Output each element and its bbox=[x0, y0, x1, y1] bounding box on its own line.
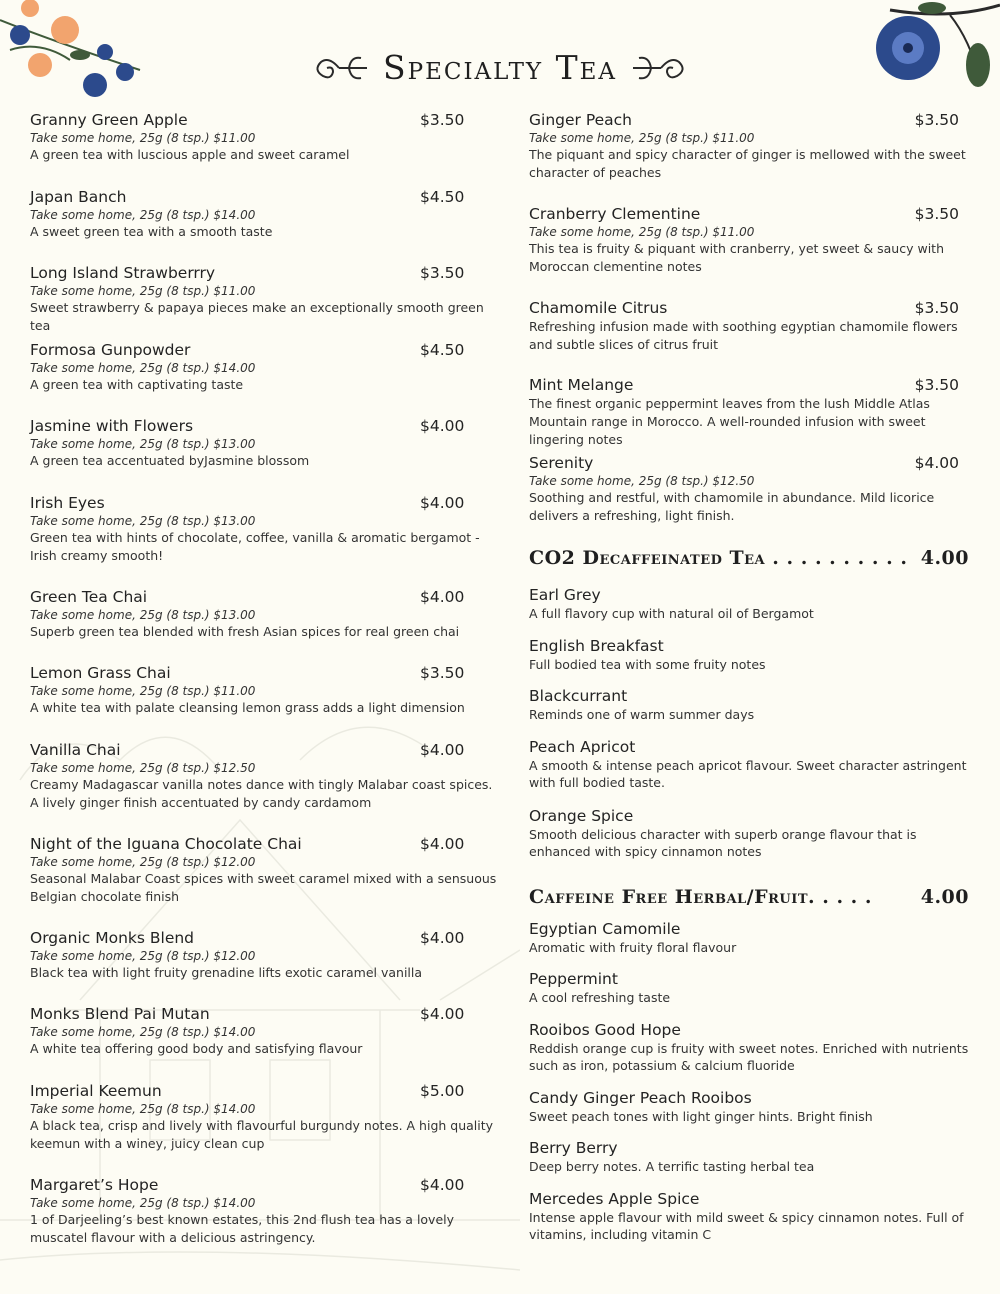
item-price: $4.00 bbox=[420, 1005, 465, 1023]
item-name: Mercedes Apple Spice bbox=[529, 1189, 700, 1208]
menu-item bbox=[30, 110, 500, 187]
item-desc: Reddish orange cup is fruity with sweet notes. Enriched with nutrients such as iron, potassium & calcium fluoride bbox=[529, 1040, 969, 1073]
list-item bbox=[529, 969, 969, 1020]
item-takehome: Take some home, 25g (8 tsp.) $11.00 bbox=[30, 131, 256, 145]
item-name: Organic Monks Blend bbox=[30, 928, 195, 947]
list-item bbox=[529, 1138, 969, 1189]
item-name: Peppermint bbox=[529, 970, 618, 988]
menu-item bbox=[30, 1004, 500, 1081]
menu-item bbox=[30, 1081, 500, 1175]
item-desc: A green tea accentuated byJasmine blossom bbox=[30, 453, 310, 468]
menu-item bbox=[30, 834, 500, 928]
item-takehome: Take some home, 25g (8 tsp.) $11.00 bbox=[529, 225, 755, 239]
list-item bbox=[529, 1189, 969, 1249]
item-desc: Full bodied tea with some fruity notes bbox=[529, 656, 766, 672]
item-desc: The piquant and spicy character of ginger is mellowed with the sweet character of peaches bbox=[529, 147, 966, 180]
menu-item bbox=[529, 204, 969, 298]
list-item bbox=[529, 919, 969, 970]
item-takehome: Take some home, 25g (8 tsp.) $12.00 bbox=[30, 948, 256, 963]
item-takehome: Take some home, 25g (8 tsp.) $13.00 bbox=[30, 437, 256, 451]
item-desc: A cool refreshing taste bbox=[529, 990, 671, 1005]
item-desc: A green tea with captivating taste bbox=[30, 376, 244, 392]
item-price: $3.50 bbox=[914, 299, 959, 317]
list-item bbox=[529, 1088, 969, 1139]
item-desc: Seasonal Malabar Coast spices with sweet caramel mixed with a sensuous Belgian chocolate finish bbox=[30, 870, 497, 904]
herbal-price: 4.00 bbox=[920, 885, 969, 908]
list-item bbox=[529, 737, 969, 806]
item-name: Peach Apricot bbox=[529, 737, 636, 756]
item-name: Monks Blend Pai Mutan bbox=[30, 1005, 210, 1023]
item-name: Night of the Iguana Chocolate Chai bbox=[30, 834, 302, 853]
item-desc: Reminds one of warm summer days bbox=[529, 707, 755, 722]
item-desc: This tea is fruity & piquant with cranberry, yet sweet & saucy with Moroccan clementine notes bbox=[529, 241, 944, 274]
item-takehome: Take some home, 25g (8 tsp.) $14.00 bbox=[30, 1195, 256, 1210]
item-desc: Refreshing infusion made with soothing egyptian chamomile flowers and subtle slices of citrus fruit bbox=[529, 319, 958, 352]
item-desc: Creamy Madagascar vanilla notes dance with tingly Malabar coast spices. A lively ginger finish accentuated by candy cardamom bbox=[30, 776, 493, 810]
menu-item bbox=[529, 298, 969, 375]
item-takehome: Take some home, 25g (8 tsp.) $14.00 bbox=[30, 207, 256, 222]
item-price: $3.50 bbox=[914, 111, 959, 129]
menu-item bbox=[529, 453, 969, 547]
item-desc: Sweet strawberry & papaya pieces make an exceptionally smooth green tea bbox=[30, 300, 484, 333]
item-takehome: Take some home, 25g (8 tsp.) $11.00 bbox=[30, 284, 256, 298]
menu-item bbox=[30, 416, 500, 493]
item-takehome: Take some home, 25g (8 tsp.) $12.50 bbox=[30, 760, 256, 775]
item-desc: Smooth delicious character with superb orange flavour that is enhanced with spicy cinnamon notes bbox=[529, 826, 917, 859]
item-name: Chamomile Citrus bbox=[529, 299, 668, 317]
item-name: Serenity bbox=[529, 454, 594, 472]
item-price: $4.00 bbox=[420, 417, 465, 435]
menu-item bbox=[30, 587, 500, 664]
right-column bbox=[529, 110, 969, 1249]
item-desc: Deep berry notes. A terrific tasting herbal tea bbox=[529, 1159, 815, 1174]
item-price: $3.50 bbox=[914, 205, 959, 223]
item-desc: The finest organic peppermint leaves from the lush Middle Atlas Mountain range in Morocco. A well-rounded infusion with sweet lingering notes bbox=[529, 396, 930, 447]
menu-item bbox=[30, 340, 500, 417]
item-takehome: Take some home, 25g (8 tsp.) $12.00 bbox=[30, 854, 256, 869]
item-takehome: Take some home, 25g (8 tsp.) $14.00 bbox=[30, 1101, 256, 1116]
item-name: Mint Melange bbox=[529, 376, 634, 394]
item-desc: Soothing and restful, with chamomile in abundance. Mild licorice delivers a refreshing, light finish. bbox=[529, 490, 935, 523]
item-name: Imperial Keemun bbox=[30, 1081, 162, 1100]
menu-item bbox=[30, 263, 500, 340]
herbal-title: Caffeine Free Herbal/Fruit. . . . . bbox=[529, 885, 873, 908]
item-name: Formosa Gunpowder bbox=[30, 340, 191, 359]
decaf-section-title bbox=[529, 547, 969, 585]
item-price: $4.00 bbox=[420, 928, 465, 947]
item-price: $5.00 bbox=[420, 1081, 465, 1100]
item-price: $4.00 bbox=[914, 454, 959, 472]
item-price: $4.00 bbox=[420, 1175, 465, 1194]
item-takehome: Take some home, 25g (8 tsp.) $11.00 bbox=[529, 131, 755, 145]
item-name: Lemon Grass Chai bbox=[30, 664, 171, 682]
page-title: Specialty Tea bbox=[383, 48, 617, 87]
item-name: Rooibos Good Hope bbox=[529, 1020, 681, 1039]
item-takehome: Take some home, 25g (8 tsp.) $13.00 bbox=[30, 607, 256, 622]
item-name: Egyptian Camomile bbox=[529, 919, 681, 938]
item-desc: Intense apple flavour with mild sweet & spicy cinnamon notes. Full of vitamins, including vitamin C bbox=[529, 1209, 964, 1242]
item-price: $4.00 bbox=[420, 493, 465, 512]
item-name: Jasmine with Flowers bbox=[30, 417, 194, 435]
herbal-section-title bbox=[529, 886, 969, 919]
list-item bbox=[529, 806, 969, 886]
menu-item bbox=[30, 493, 500, 587]
item-name: Long Island Strawberrry bbox=[30, 264, 216, 282]
item-name: English Breakfast bbox=[529, 636, 664, 655]
item-desc: A full flavory cup with natural oil of Bergamot bbox=[529, 606, 814, 621]
item-desc: Superb green tea blended with fresh Asian spices for real green chai bbox=[30, 623, 460, 639]
item-name: Japan Banch bbox=[30, 187, 127, 206]
item-name: Blackcurrant bbox=[529, 687, 628, 705]
menu-item bbox=[529, 110, 969, 204]
item-takehome: Take some home, 25g (8 tsp.) $11.00 bbox=[30, 684, 256, 698]
flourish-left-icon bbox=[309, 48, 369, 88]
item-desc: Sweet peach tones with light ginger hints. Bright finish bbox=[529, 1108, 873, 1124]
item-desc: A sweet green tea with a smooth taste bbox=[30, 223, 273, 239]
menu-item bbox=[30, 187, 500, 264]
item-takehome: Take some home, 25g (8 tsp.) $14.00 bbox=[30, 1025, 256, 1039]
item-desc: A black tea, crisp and lively with flavourful burgundy notes. A high quality keemun with a winey, juicy clean cup bbox=[30, 1117, 494, 1151]
list-item bbox=[529, 636, 969, 687]
item-price: $4.50 bbox=[420, 340, 465, 359]
item-desc: A white tea offering good body and satisfying flavour bbox=[30, 1041, 363, 1056]
item-takehome: Take some home, 25g (8 tsp.) $14.00 bbox=[30, 360, 256, 375]
menu-item bbox=[529, 375, 969, 453]
item-name: Irish Eyes bbox=[30, 493, 105, 512]
item-takehome: Take some home, 25g (8 tsp.) $13.00 bbox=[30, 513, 256, 528]
item-name: Margaret’s Hope bbox=[30, 1175, 159, 1194]
item-desc: A smooth & intense peach apricot flavour. Sweet character astringent with full bodied taste. bbox=[529, 757, 967, 790]
item-name: Cranberry Clementine bbox=[529, 205, 701, 223]
menu-header bbox=[0, 40, 1000, 95]
item-price: $4.00 bbox=[420, 587, 465, 606]
item-price: $3.50 bbox=[420, 264, 465, 282]
item-name: Candy Ginger Peach Rooibos bbox=[529, 1088, 752, 1107]
item-price: $4.00 bbox=[420, 834, 465, 853]
menu-item bbox=[30, 1175, 500, 1255]
item-price: $4.50 bbox=[420, 187, 465, 206]
item-desc: Aromatic with fruity floral flavour bbox=[529, 939, 737, 955]
item-name: Earl Grey bbox=[529, 586, 601, 604]
item-name: Orange Spice bbox=[529, 806, 634, 825]
item-name: Vanilla Chai bbox=[30, 740, 121, 759]
item-price: $3.50 bbox=[420, 111, 465, 129]
item-desc: A white tea with palate cleansing lemon grass adds a light dimension bbox=[30, 700, 465, 715]
item-price: $4.00 bbox=[420, 740, 465, 759]
flourish-right-icon bbox=[631, 48, 691, 88]
item-name: Green Tea Chai bbox=[30, 587, 148, 606]
item-desc: A green tea with luscious apple and sweet caramel bbox=[30, 147, 350, 162]
item-price: $3.50 bbox=[420, 664, 465, 682]
item-name: Granny Green Apple bbox=[30, 111, 188, 129]
item-desc: Black tea with light fruity grenadine lifts exotic caramel vanilla bbox=[30, 964, 423, 980]
decaf-price: 4.00 bbox=[920, 547, 969, 569]
item-desc: 1 of Darjeeling’s best known estates, this 2nd flush tea has a lovely muscatel flavour with a delicious astringency. bbox=[30, 1211, 455, 1245]
item-takehome: Take some home, 25g (8 tsp.) $12.50 bbox=[529, 474, 755, 488]
item-desc: Green tea with hints of chocolate, coffee, vanilla & aromatic bergamot - Irish creamy smooth! bbox=[30, 529, 480, 563]
list-item bbox=[529, 1020, 969, 1088]
menu-item bbox=[30, 740, 500, 834]
menu-item bbox=[30, 928, 500, 1005]
list-item bbox=[529, 686, 969, 737]
menu-item bbox=[30, 663, 500, 740]
item-name: Berry Berry bbox=[529, 1139, 618, 1157]
decaf-title: CO2 Decaffeinated Tea . . . . . . . . . . bbox=[529, 547, 908, 569]
left-column bbox=[30, 110, 500, 1255]
list-item bbox=[529, 585, 969, 636]
item-price: $3.50 bbox=[914, 376, 959, 394]
item-name: Ginger Peach bbox=[529, 111, 632, 129]
